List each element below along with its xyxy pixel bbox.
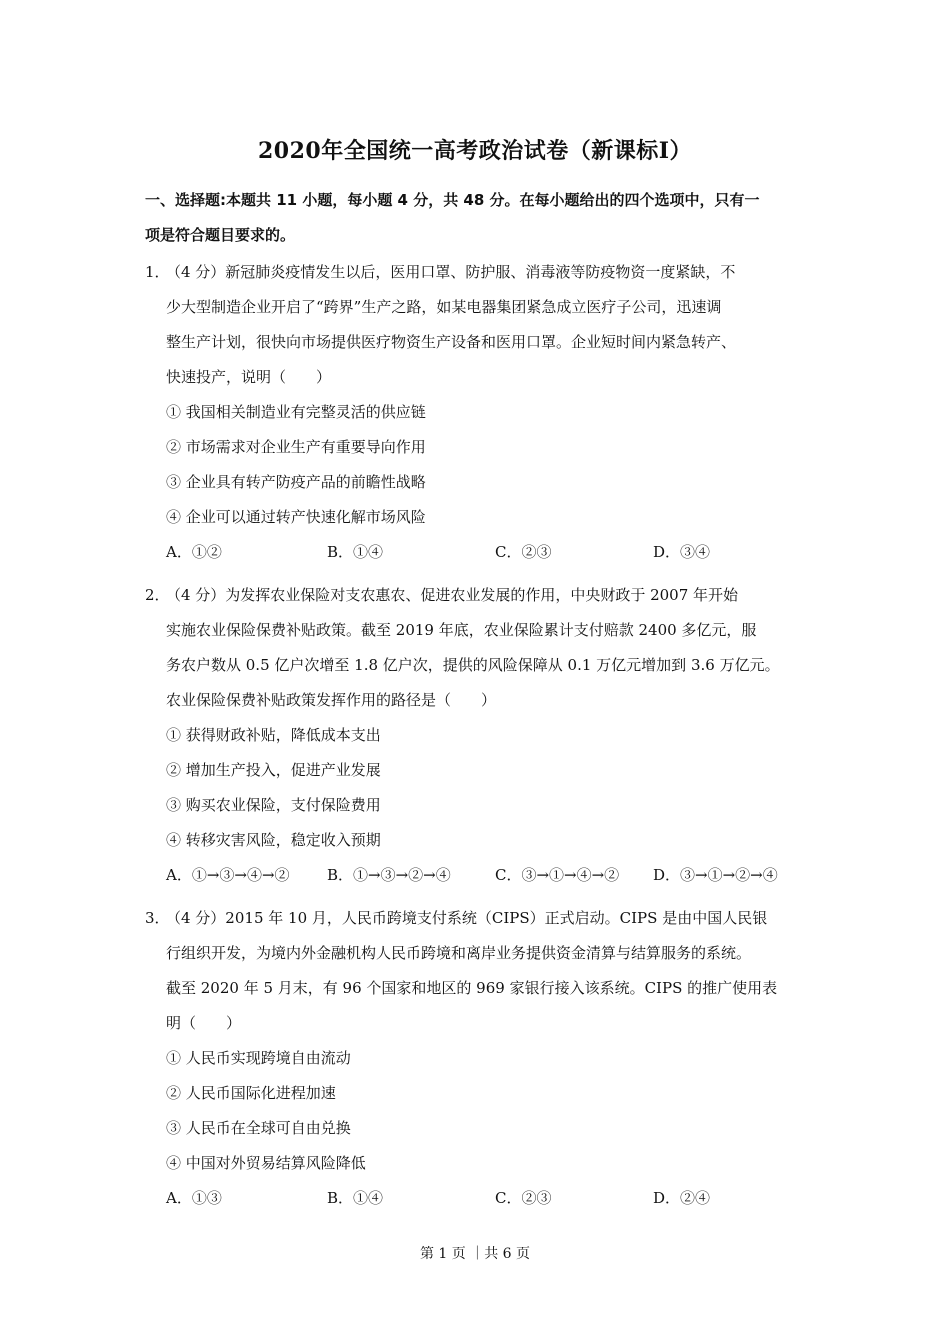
choice-b: B．①④ bbox=[327, 543, 384, 561]
stem-line: 整生产计划，很快向市场提供医疗物资生产设备和医用口罩。企业短时间内紧急转产、 bbox=[166, 333, 737, 351]
choice-a: A．①③ bbox=[166, 1189, 222, 1207]
question-number: 2． bbox=[145, 586, 170, 604]
stem-line: 少大型制造企业开启了“跨界”生产之路，如某电器集团紧急成立医疗子公司，迅速调 bbox=[166, 298, 722, 316]
question-1 bbox=[145, 255, 825, 570]
question-3 bbox=[145, 901, 825, 1216]
stem-line: 快速投产，说明（ ） bbox=[166, 368, 332, 386]
choice-c: C．③→①→④→② bbox=[495, 866, 620, 884]
statement-option: ④ 转移灾害风险，稳定收入预期 bbox=[166, 831, 381, 849]
statement-option: ① 获得财政补贴，降低成本支出 bbox=[166, 726, 381, 744]
question-number: 1． bbox=[145, 263, 170, 281]
choice-b: B．①④ bbox=[327, 1189, 384, 1207]
section-heading-line: 一、选择题:本题共 11 小题，每小题 4 分，共 48 分。在每小题给出的四个选项中，只有一 bbox=[145, 191, 760, 209]
statement-option: ① 我国相关制造业有完整灵活的供应链 bbox=[166, 403, 426, 421]
stem-line: （4 分）为发挥农业保险对支农惠农、促进农业发展的作用，中央财政于 2007 年开始 bbox=[166, 586, 739, 604]
question-stem bbox=[145, 255, 825, 395]
statement-option: ③ 人民币在全球可自由兑换 bbox=[166, 1119, 351, 1137]
choice-a: A．①→③→④→② bbox=[166, 866, 290, 884]
choice-b: B．①→③→②→④ bbox=[327, 866, 451, 884]
statement-option: ① 人民币实现跨境自由流动 bbox=[166, 1049, 351, 1067]
question-stem bbox=[145, 578, 825, 718]
stem-line: 农业保险保费补贴政策发挥作用的路径是（ ） bbox=[166, 691, 497, 709]
statement-option: ② 人民币国际化进程加速 bbox=[166, 1084, 336, 1102]
stem-line: 截至 2020 年 5 月末，有 96 个国家和地区的 969 家银行接入该系统。CIPS 的推广使用表 bbox=[166, 979, 778, 997]
statement-option: ② 增加生产投入，促进产业发展 bbox=[166, 761, 381, 779]
stem-line: 实施农业保险保费补贴政策。截至 2019 年底，农业保险累计支付赔款 2400 多亿元，服 bbox=[166, 621, 757, 639]
answer-choices bbox=[145, 858, 825, 893]
statement-option: ④ 企业可以通过转产快速化解市场风险 bbox=[166, 508, 426, 526]
stem-line: （4 分）新冠肺炎疫情发生以后，医用口罩、防护服、消毒液等防疫物资一度紧缺，不 bbox=[166, 263, 736, 281]
choice-a: A．①② bbox=[166, 543, 222, 561]
answer-choices bbox=[145, 535, 825, 570]
stem-line: 明（ ） bbox=[166, 1014, 242, 1032]
choice-c: C．②③ bbox=[495, 543, 552, 561]
statement-option: ② 市场需求对企业生产有重要导向作用 bbox=[166, 438, 426, 456]
question-number: 3． bbox=[145, 909, 170, 927]
stem-line: 务农户数从 0.5 亿户次增至 1.8 亿户次，提供的风险保障从 0.1 万亿元增加到 3.6 万亿元。 bbox=[166, 656, 780, 674]
stem-line: （4 分）2015 年 10 月，人民币跨境支付系统（CIPS）正式启动。CIPS 是由中国人民银 bbox=[166, 909, 768, 927]
question-2 bbox=[145, 578, 825, 893]
choice-d: D．③→①→②→④ bbox=[653, 866, 778, 884]
choice-d: D．②④ bbox=[653, 1189, 711, 1207]
page-title: 2020年全国统一高考政治试卷（新课标Ⅰ） bbox=[257, 138, 693, 164]
stem-line: 行组织开发，为境内外金融机构人民币跨境和离岸业务提供资金清算与结算服务的系统。 bbox=[166, 944, 752, 962]
answer-choices bbox=[145, 1181, 825, 1216]
choice-c: C．②③ bbox=[495, 1189, 552, 1207]
statement-option: ③ 购买农业保险，支付保险费用 bbox=[166, 796, 381, 814]
section-heading bbox=[145, 183, 810, 253]
section-heading-line: 项是符合题目要求的。 bbox=[145, 226, 296, 244]
statement-option: ④ 中国对外贸易结算风险降低 bbox=[166, 1154, 366, 1172]
statement-option: ③ 企业具有转产防疫产品的前瞻性战略 bbox=[166, 473, 426, 491]
choice-d: D．③④ bbox=[653, 543, 711, 561]
page-footer: 第 1 页 ｜共 6 页 bbox=[419, 1246, 531, 1262]
question-stem bbox=[145, 901, 825, 1041]
